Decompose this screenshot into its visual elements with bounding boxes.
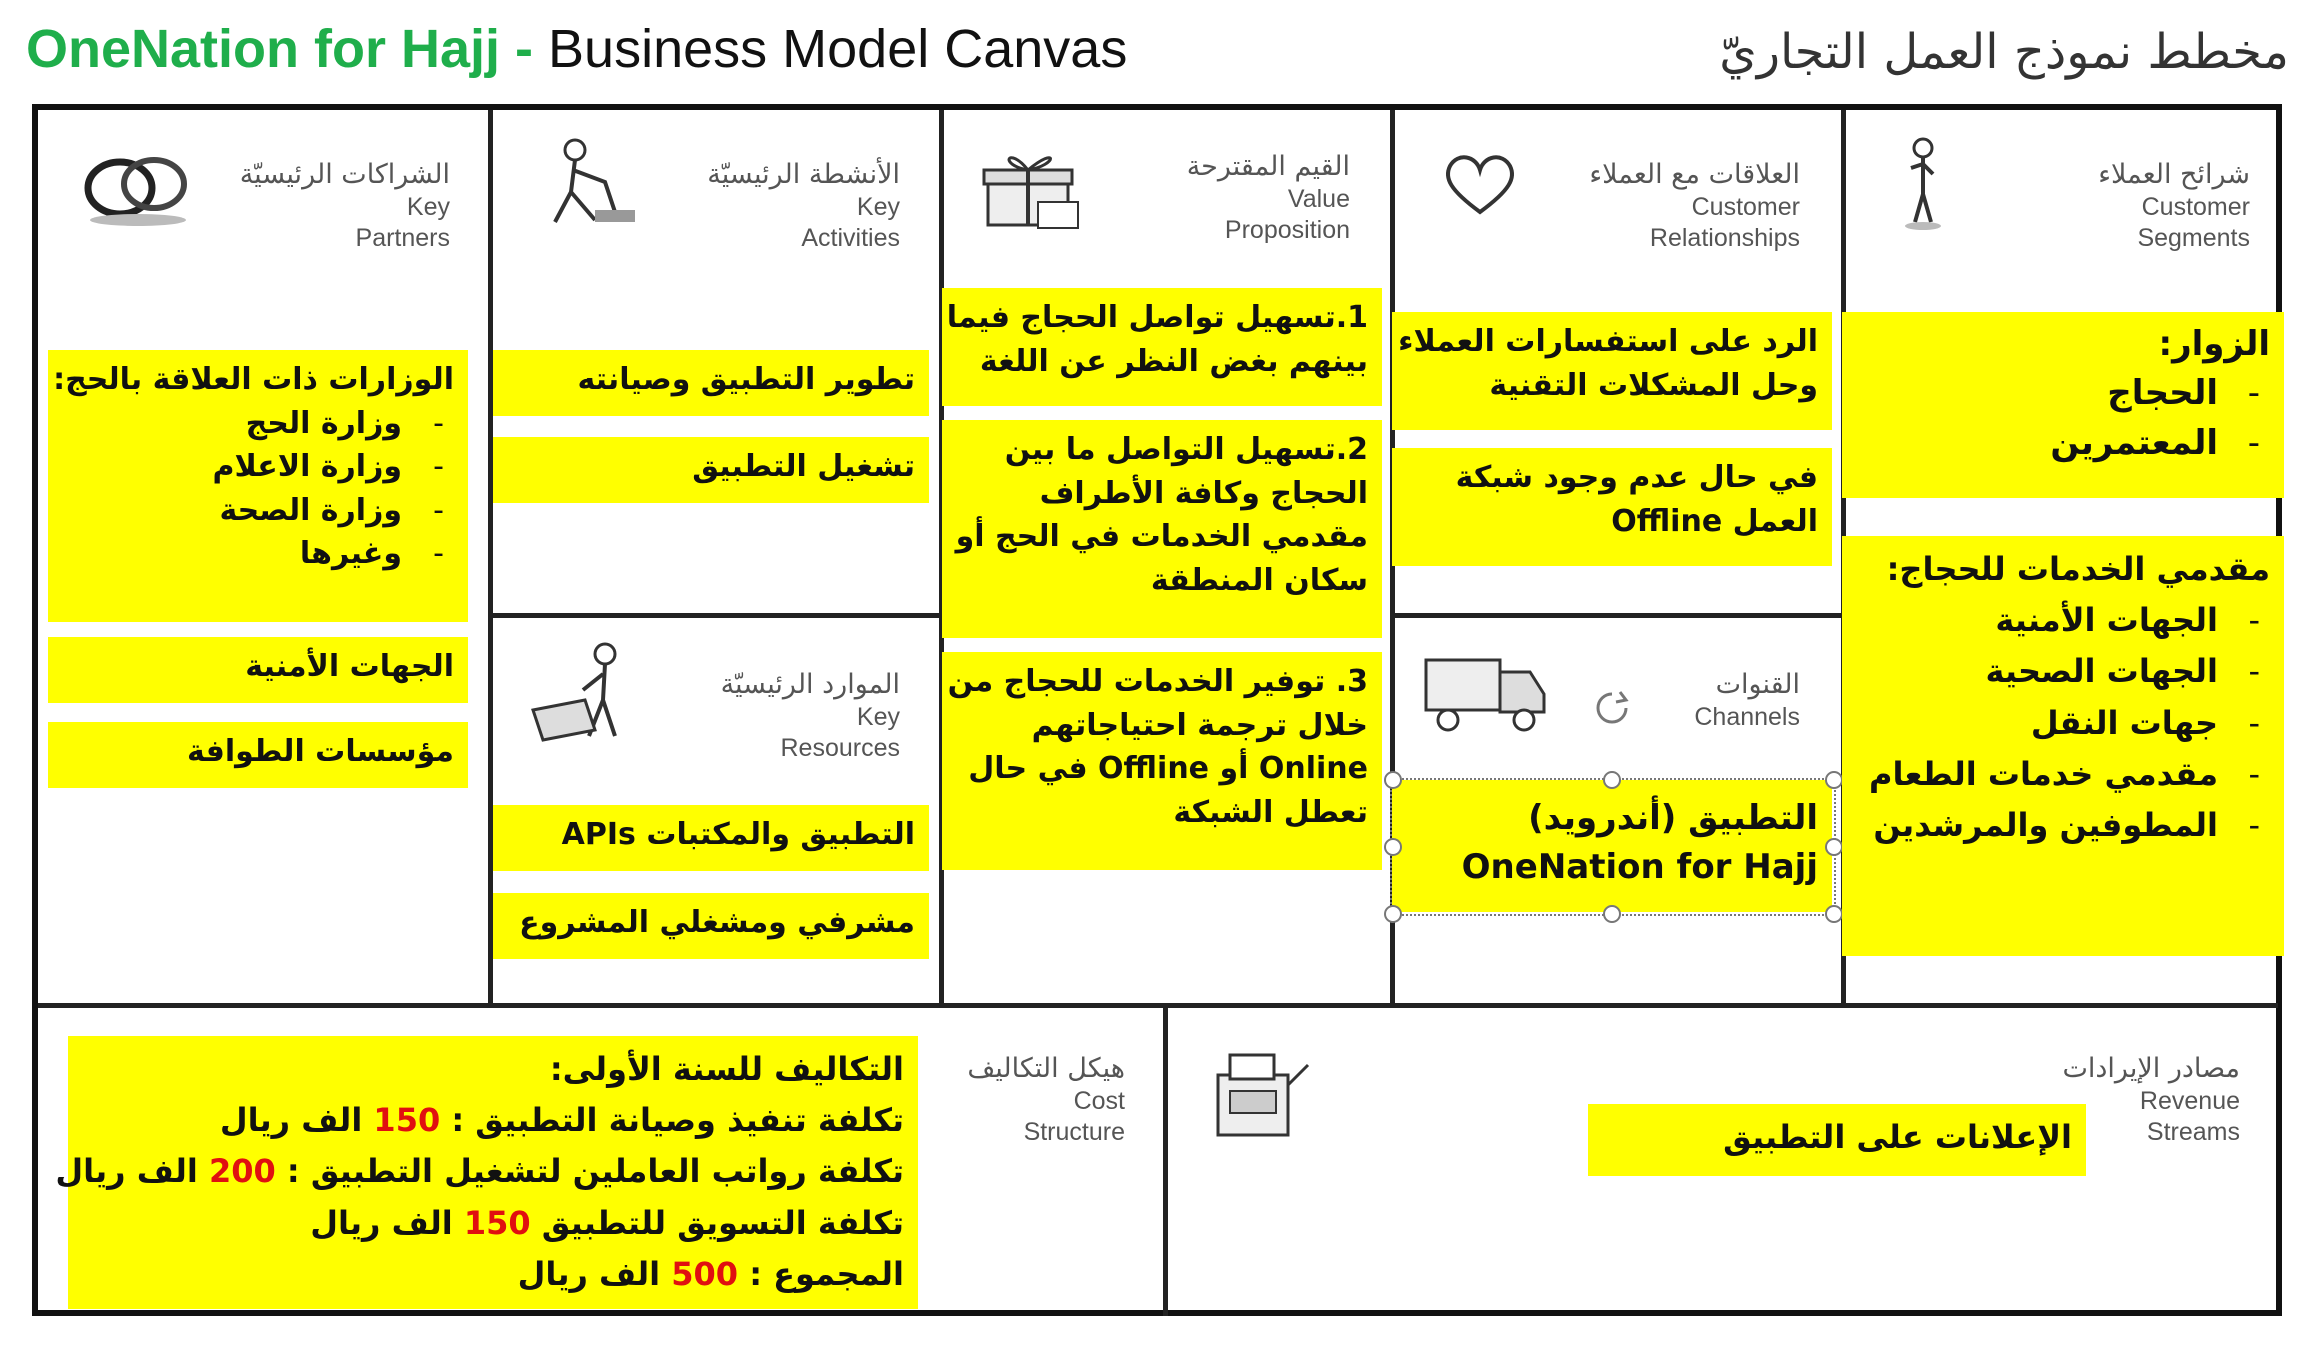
box-text: تطوير التطبيق وصيانته (577, 362, 915, 397)
key-partners-security (48, 637, 468, 703)
box-line: Online أو Offline في حال (968, 751, 1368, 786)
title-en: Resources (780, 734, 900, 762)
cost-unit: الف ريال (55, 1152, 209, 1191)
title-en: Streams (2146, 1118, 2240, 1146)
box-line: خلال ترجمة احتياجاتهم (1031, 707, 1368, 743)
title-ar: هيكل التكاليف (967, 1053, 1125, 1084)
list-item: - وزارة الصحة (62, 489, 454, 533)
key-resources-app (493, 805, 929, 871)
value-proposition-3 (942, 652, 1382, 870)
brand-name: OneNation for Hajj (26, 19, 501, 79)
rings-icon (78, 140, 198, 230)
value-proposition-title (1090, 150, 1350, 246)
box-line: العمل Offline (1611, 503, 1818, 539)
cost-unit: الف ريال (517, 1254, 672, 1293)
list-item: - وزارة الحج (62, 402, 454, 446)
divider (493, 613, 939, 618)
list-item: - جهات النقل (1856, 698, 2270, 749)
divider (488, 110, 493, 1006)
title-ar: القنوات (1715, 669, 1800, 700)
title-en: Key (856, 702, 900, 731)
box-line: سكان المنطقة (1150, 562, 1368, 598)
box-text: تشغيل التطبيق (692, 449, 915, 484)
box-text: التطبيق والمكتبات APIs (561, 817, 915, 852)
cost-label: المجموع : (738, 1254, 904, 1293)
title-en: Partners (355, 224, 450, 252)
resize-handle[interactable] (1603, 771, 1621, 789)
title-en: Activities (801, 224, 900, 252)
cost-value: 200 (208, 1152, 276, 1191)
list-item: - الحجاج (1856, 369, 2270, 418)
key-activities-title (640, 158, 900, 254)
resize-handle[interactable] (1384, 905, 1402, 923)
cost-structure-title (900, 1052, 1125, 1148)
cost-label: تكلفة تنفيذ وصيانة التطبيق : (440, 1101, 904, 1140)
cost-heading: التكاليف للسنة الأولى: (549, 1050, 904, 1088)
key-resources-staff (493, 893, 929, 959)
title-ar: الشراكات الرئيسيّة (239, 159, 450, 190)
truck-icon (1420, 650, 1550, 740)
title-en: Structure (1023, 1118, 1125, 1146)
box-heading: الوزارات ذات العلاقة بالحج: (53, 362, 454, 397)
cost-value: 500 (671, 1254, 739, 1293)
list-item: - وغيرها (62, 532, 454, 576)
resize-handle[interactable] (1825, 771, 1843, 789)
cost-label: تكلفة رواتب العاملين لتشغيل التطبيق : (275, 1152, 904, 1191)
key-activities-operate (493, 437, 929, 503)
value-proposition-2 (942, 420, 1382, 638)
key-resources-title (640, 668, 900, 764)
value-proposition-1 (942, 288, 1382, 406)
box-line: الرد على استفسارات العملاء (1398, 324, 1818, 359)
box-line: مقدمي الخدمات في الحج أو (955, 519, 1368, 554)
divider (1163, 1006, 1168, 1316)
heart-icon (1440, 150, 1520, 220)
selection-frame[interactable] (1390, 778, 1836, 916)
title-en: Cost (1073, 1086, 1125, 1115)
cost-unit: الف ريال (219, 1101, 374, 1140)
title-en: Value (1287, 184, 1350, 213)
cost-unit: الف ريال (310, 1203, 464, 1242)
cost-value: 150 (463, 1203, 531, 1242)
revenue-streams-ads (1588, 1104, 2086, 1176)
title-ar: شرائح العملاء (2098, 159, 2250, 190)
customer-relationships-offline (1392, 448, 1832, 566)
title-en: Proposition (1224, 216, 1350, 244)
resize-handle[interactable] (1603, 905, 1621, 923)
title-en: Revenue (2139, 1086, 2240, 1115)
title-en: Channels (1694, 702, 1800, 731)
customer-relationships-title (1500, 158, 1800, 254)
title-en: Key (406, 192, 450, 221)
box-line: الحجاج وكافة الأطراف (1039, 475, 1368, 511)
box-line: 1.تسهيل تواصل الحجاج فيما (946, 300, 1368, 335)
cost-structure-box (55, 1036, 918, 1309)
list-item: - مقدمي خدمات الطعام (1856, 749, 2270, 800)
cost-total (82, 1249, 904, 1300)
person-icon (1895, 134, 1955, 234)
key-partners-title (190, 158, 450, 254)
cash-register-icon (1200, 1035, 1320, 1145)
customer-relationships-support (1392, 312, 1832, 430)
list-item: - المعتمرين (1856, 419, 2270, 468)
title-ar: مصادر الإيرادات (2062, 1053, 2240, 1084)
title-separator: - (500, 19, 549, 79)
list-item: - الجهات الصحية (1856, 646, 2270, 697)
resize-handle[interactable] (1825, 905, 1843, 923)
title-en: Customer (1691, 192, 1800, 221)
box-heading: مقدمي الخدمات للحجاج: (1886, 550, 2270, 588)
customer-segments-providers (1842, 536, 2284, 956)
box-line: التطبيق (أندرويد) (1528, 798, 1818, 838)
box-line: وحل المشكلات التقنية (1489, 367, 1818, 403)
box-text: مؤسسات الطوافة (187, 734, 454, 769)
builder-icon (525, 640, 645, 755)
cost-value: 150 (373, 1101, 441, 1140)
cost-line (82, 1198, 904, 1249)
box-text: الإعلانات على التطبيق (1723, 1118, 2072, 1156)
key-partners-ministries (48, 350, 468, 622)
divider (1395, 613, 1841, 618)
title-en: Relationships (1649, 224, 1800, 252)
cost-line (55, 1146, 904, 1197)
title-ar: الموارد الرئيسيّة (720, 669, 900, 700)
list-item: - وزارة الاعلام (62, 445, 454, 489)
box-line: 3. توفير الخدمات للحجاج من (947, 664, 1368, 699)
divider (38, 1003, 2278, 1008)
title-ar: العلاقات مع العملاء (1589, 159, 1800, 190)
page-title-arabic: مخطط نموذج العمل التجاريّ (1719, 24, 2289, 80)
cost-line (82, 1095, 904, 1146)
box-line: 2.تسهيل التواصل ما بين (1004, 432, 1368, 467)
box-line: بينهم بغض النظر عن اللغة (979, 343, 1368, 379)
box-heading: الزوار: (2158, 324, 2270, 364)
resize-handle[interactable] (1384, 771, 1402, 789)
page-title (26, 18, 1127, 80)
box-text: الجهات الأمنية (245, 649, 454, 684)
box-text: مشرفي ومشغلي المشروع (519, 905, 915, 940)
resize-handle[interactable] (1384, 838, 1402, 856)
customer-segments-visitors (1842, 312, 2284, 498)
list-item: - الجهات الأمنية (1856, 595, 2270, 646)
list-item: - المطوفين والمرشدين (1856, 800, 2270, 851)
box-line: تعطل الشبكة (1173, 794, 1368, 830)
cost-label: تكلفة التسويق للتطبيق (530, 1203, 904, 1242)
rotate-icon[interactable] (1592, 688, 1632, 728)
resize-handle[interactable] (1825, 838, 1843, 856)
title-rest: Business Model Canvas (548, 19, 1128, 79)
worker-icon (535, 132, 645, 232)
gift-icon (978, 140, 1088, 235)
title-ar: الأنشطة الرئيسيّة (707, 159, 900, 190)
title-en: Customer (2141, 192, 2250, 221)
title-ar: القيم المقترحة (1186, 151, 1350, 182)
title-en: Segments (2137, 224, 2250, 252)
title-en: Key (856, 192, 900, 221)
customer-segments-title (1990, 158, 2250, 254)
key-partners-mutawifs (48, 722, 468, 788)
box-line: OneNation for Hajj (1461, 847, 1818, 888)
key-activities-develop (493, 350, 929, 416)
box-line: في حال عدم وجود شبكة (1455, 460, 1818, 495)
